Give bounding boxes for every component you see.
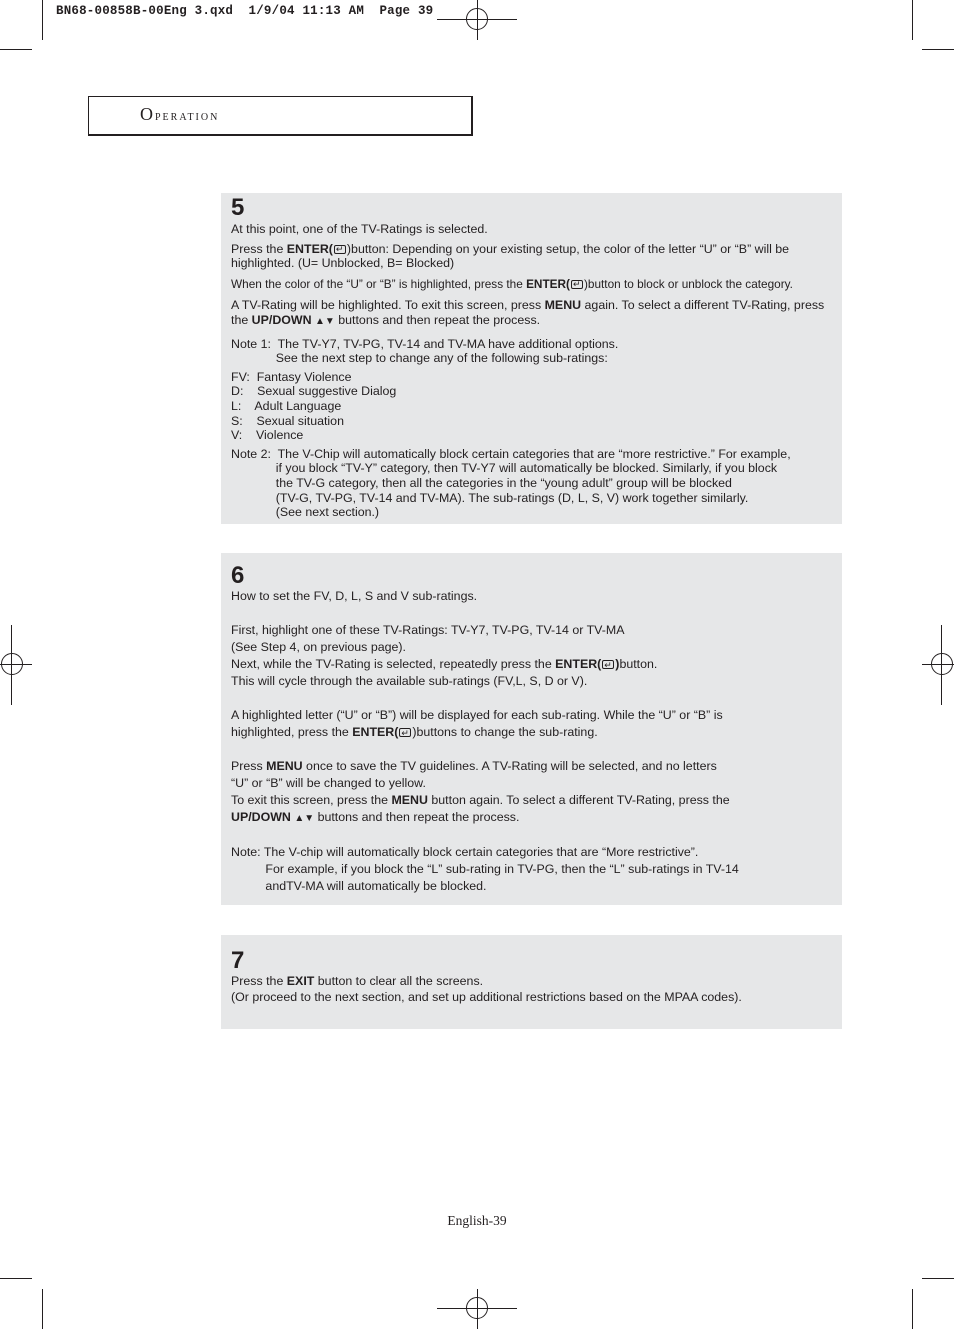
step-text: Press the ENTER( ↵ )button: Depending on your existing setup, the color of the letter “U” or “B” will be	[231, 242, 842, 257]
sub-rating-item: L: Adult Language	[231, 398, 342, 413]
crop-mark	[42, 0, 43, 40]
step-text: highlighted, press the ENTER( ↵ )buttons to change the sub-rating.	[231, 724, 842, 741]
note-text: (TV-G, TV-PG, TV-14 and TV-MA). The sub-ratings (D, L, S, V) work together similarly.	[231, 490, 749, 505]
note-text: (See next section.)	[231, 505, 380, 520]
crop-mark	[0, 1278, 32, 1279]
step-text: Next, while the TV-Rating is selected, repeatedly press the ENTER( ↵ )button.	[231, 656, 842, 673]
step-text: Press the EXIT button to clear all the screens.	[231, 974, 484, 988]
section-title: Operation	[140, 104, 220, 124]
crop-mark	[912, 0, 913, 40]
step-text: A highlighted letter (“U” or “B”) will be displayed for each sub-rating. While the “U” or “B” is	[231, 708, 723, 722]
sub-rating-item: V: Violence	[231, 428, 304, 443]
up-down-arrow-icon: ▲▼	[294, 813, 315, 824]
note-text: Note: The V-chip will automatically block certain categories that are “More restrictive”.	[231, 845, 699, 859]
step-6-panel	[221, 553, 842, 905]
step-5-panel	[221, 193, 842, 524]
note-text: See the next step to change any of the following sub-ratings:	[231, 351, 608, 366]
registration-mark	[1, 653, 23, 675]
sub-rating-item: FV: Fantasy Violence	[231, 369, 352, 384]
enter-icon	[571, 280, 583, 289]
crop-mark	[0, 49, 32, 50]
registration-mark	[466, 8, 488, 30]
step-text: First, highlight one of these TV-Ratings: TV-Y7, TV-PG, TV-14 or TV-MA	[231, 623, 625, 637]
crop-mark	[912, 1289, 913, 1329]
note-text: andTV-MA will automatically be blocked.	[231, 879, 487, 893]
step-text: (Or proceed to the next section, and set up additional restrictions based on the MPAA codes).	[231, 990, 742, 1004]
note-text: For example, if you block the “L” sub-rating in TV-PG, then the “L” sub-ratings in TV-14	[231, 862, 739, 876]
step-text: This will cycle through the available sub-ratings (FV,L, S, D or V).	[231, 674, 588, 688]
step-text: To exit this screen, press the MENU button again. To select a different TV-Rating, press the	[231, 793, 730, 807]
step-number: 5	[231, 194, 245, 221]
page-number: English-39	[447, 1213, 507, 1228]
step-text: Press MENU once to save the TV guidelines. A TV-Rating will be selected, and no letters	[231, 759, 717, 773]
note-text: the TV-G category, then all the categories in the “young adult” group will be blocked	[231, 475, 732, 490]
step-text: A TV-Rating will be highlighted. To exit this screen, press MENU again. To select a different TV-Rating, press	[231, 298, 825, 313]
registration-mark	[466, 1297, 488, 1319]
step-text: (See Step 4, on previous page).	[231, 640, 406, 654]
print-slug: BN68-00858B-00Eng 3.qxd 1/9/04 11:13 AM Page 39	[56, 4, 434, 18]
crop-mark	[42, 1289, 43, 1329]
registration-mark	[931, 653, 953, 675]
step-text: When the color of the “U” or “B” is highlighted, press the ENTER( ↵ )button to block or unblock the category.	[231, 277, 842, 292]
crop-mark	[922, 1278, 954, 1279]
crop-mark	[922, 49, 954, 50]
step-text: highlighted. (U= Unblocked, B= Blocked)	[231, 256, 455, 271]
step-text: “U” or “B” will be changed to yellow.	[231, 776, 426, 790]
step-7-panel	[221, 935, 842, 1029]
note-text: Note 1: The TV-Y7, TV-PG, TV-14 and TV-MA have additional options.	[231, 336, 619, 351]
note-text: if you block “TV-Y” category, then TV-Y7 will automatically be blocked. Similarly, if you block	[231, 461, 778, 476]
step-text: the UP/DOWN ▲▼ buttons and then repeat the process.	[231, 312, 541, 327]
enter-icon	[334, 245, 346, 254]
step-number: 7	[231, 947, 245, 974]
note-text: Note 2: The V-Chip will automatically block certain categories that are “more restrictive.” For example,	[231, 446, 791, 461]
step-text: How to set the FV, D, L, S and V sub-ratings.	[231, 589, 478, 603]
enter-icon	[602, 660, 614, 669]
enter-icon	[399, 728, 411, 737]
up-down-arrow-icon: ▲▼	[315, 315, 335, 327]
step-number: 6	[231, 562, 245, 589]
step-text: At this point, one of the TV-Ratings is selected.	[231, 222, 488, 236]
sub-rating-item: D: Sexual suggestive Dialog	[231, 384, 397, 399]
sub-rating-item: S: Sexual situation	[231, 413, 344, 428]
step-text: UP/DOWN ▲▼ buttons and then repeat the process.	[231, 810, 520, 824]
